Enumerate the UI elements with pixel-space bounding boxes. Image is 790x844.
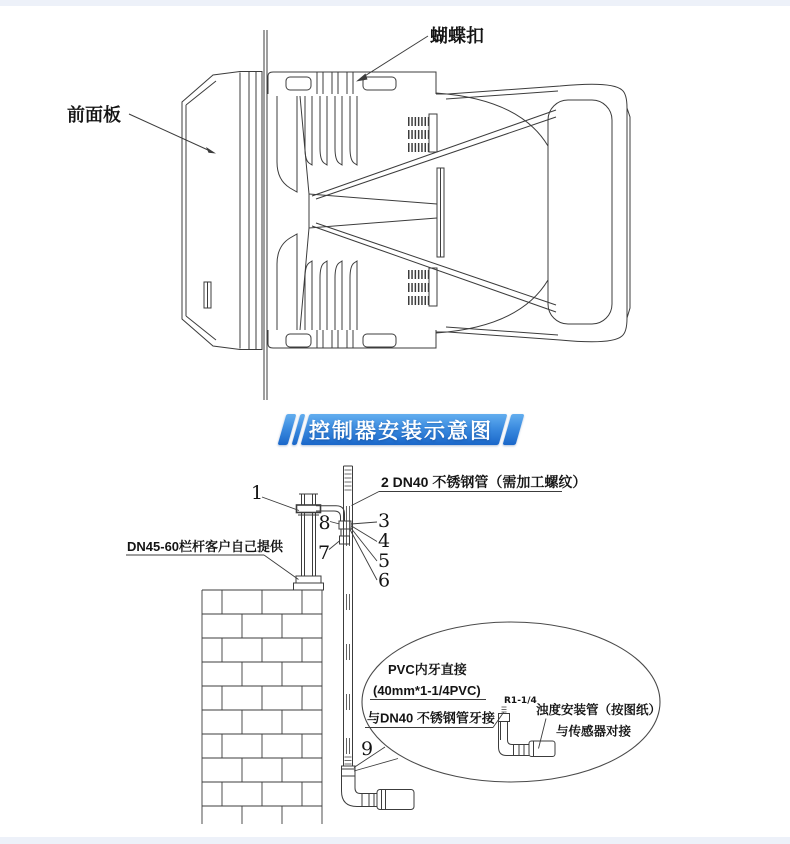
- callout-8-label: 8: [318, 512, 331, 534]
- callout-1-label: 1: [251, 482, 264, 504]
- butterfly-clip-label: 蝴蝶扣: [430, 26, 484, 46]
- controller-body-outline: [436, 84, 630, 342]
- mounting-panel-line: [264, 30, 267, 400]
- controller-side-view-drawing: [129, 30, 630, 400]
- bottom-mounting-rail: [268, 330, 436, 348]
- banner-title: 控制器安装示意图: [309, 419, 493, 443]
- front-panel-label: 前面板: [67, 105, 121, 125]
- section-banner: [282, 414, 520, 445]
- callout-4-label: 4: [378, 530, 391, 552]
- cooling-fins: [277, 96, 357, 330]
- railing-note-label: DN45-60栏杆客户自己提供: [127, 539, 284, 554]
- top-mounting-rail: [268, 72, 436, 94]
- callout-9-label: 9: [361, 738, 374, 760]
- installation-schematic-drawing: [126, 466, 660, 824]
- pvc-note-line1: PVC内牙直接: [388, 662, 467, 677]
- brick-wall: [202, 590, 322, 824]
- dn40-pipe: [342, 466, 356, 776]
- top-label-leaders: [129, 36, 428, 154]
- pipe-thread-marks-top: [345, 470, 352, 490]
- terminal-blocks: [408, 114, 437, 306]
- callout-6-label: 6: [378, 569, 391, 592]
- thread-size-label: R1-1/4: [504, 696, 537, 706]
- butterfly-clips-bottom: [317, 330, 353, 348]
- callout-5-label: 5: [378, 550, 391, 572]
- pipe-thread-marks-bottom: [345, 757, 352, 764]
- turbidity-note-line1: 浊度安装管（按图纸）: [536, 703, 662, 717]
- pvc-note-line2: (40mm*1-1/4PVC): [373, 683, 481, 698]
- front-panel-bezel: [182, 72, 262, 350]
- pvc-note-line3: 与DN40 不锈钢管牙接: [367, 710, 495, 726]
- callout-7-label: 7: [318, 542, 331, 564]
- callout-3-label: 3: [378, 510, 391, 532]
- bottom-elbow-and-sensor: [342, 776, 415, 810]
- turbidity-note-line2: 与传感器对接: [556, 724, 632, 739]
- butterfly-clips-top: [317, 72, 353, 94]
- pipe-note-label: 2 DN40 不锈钢管（需加工螺纹）: [381, 474, 587, 490]
